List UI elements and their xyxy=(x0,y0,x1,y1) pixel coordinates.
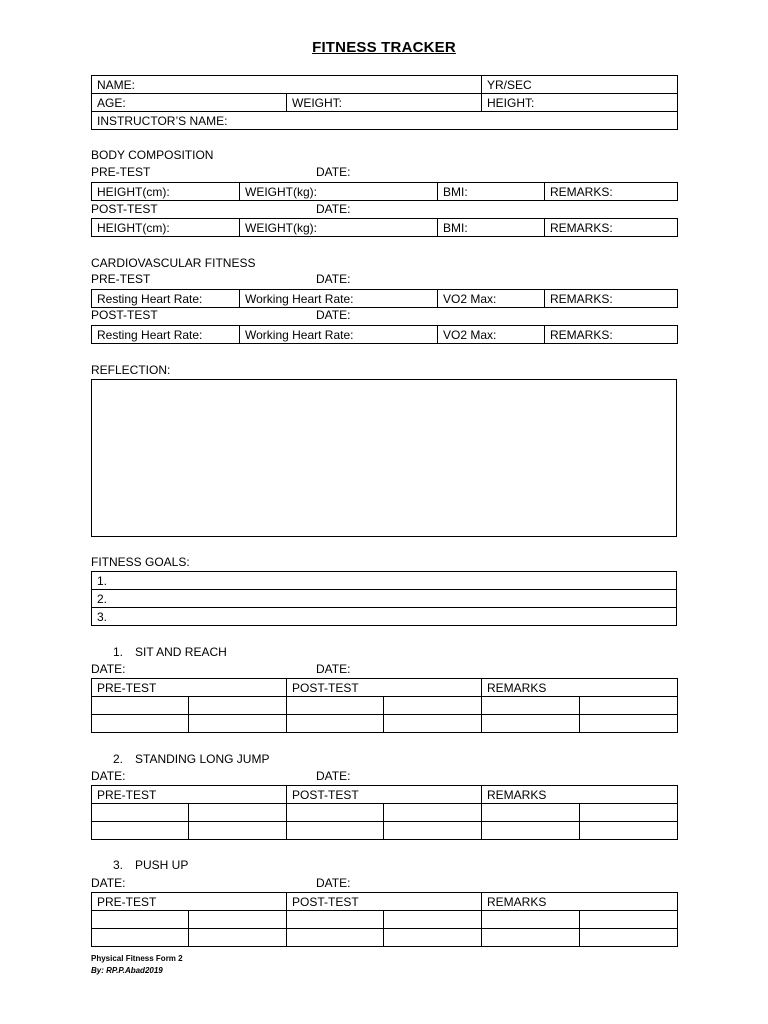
test-2-table xyxy=(91,785,678,840)
footer-form-name: Physical Fitness Form 2 xyxy=(91,954,183,963)
posttest-resting-hr-cell[interactable]: Resting Heart Rate: xyxy=(92,326,240,344)
cardio-posttest-table xyxy=(91,325,678,344)
posttest-vo2-cell[interactable]: VO2 Max: xyxy=(438,326,545,344)
test-3-number: 3. xyxy=(113,858,124,872)
table-cell[interactable] xyxy=(482,697,580,715)
pretest-weight-cell[interactable]: WEIGHT(kg): xyxy=(240,183,438,201)
test-2-post-date-label: DATE: xyxy=(316,769,351,783)
pretest-working-hr-cell[interactable]: Working Heart Rate: xyxy=(240,290,438,308)
cardio-posttest-label: POST-TEST xyxy=(91,308,158,322)
table-cell[interactable] xyxy=(287,715,384,733)
posttest-remarks-cell[interactable]: REMARKS: xyxy=(545,219,678,237)
cardio-posttest-date: DATE: xyxy=(316,308,351,322)
table-cell[interactable] xyxy=(580,804,678,822)
table-cell[interactable] xyxy=(580,715,678,733)
body-comp-posttest-table xyxy=(91,218,678,237)
student-info-table xyxy=(91,75,678,130)
table-cell[interactable] xyxy=(580,929,678,947)
table-cell[interactable] xyxy=(580,911,678,929)
footer-author: By: RP.P.Abad2019 xyxy=(91,966,163,975)
body-comp-posttest-date: DATE: xyxy=(316,202,351,216)
pretest-remarks-cell[interactable]: REMARKS: xyxy=(545,183,678,201)
table-cell[interactable] xyxy=(189,715,287,733)
table-cell[interactable] xyxy=(92,804,189,822)
name-field[interactable]: NAME: xyxy=(92,76,482,94)
test-2-pretest-header: PRE-TEST xyxy=(92,786,287,804)
test-2-name: STANDING LONG JUMP xyxy=(135,752,270,766)
table-cell[interactable] xyxy=(189,822,287,840)
table-cell[interactable] xyxy=(287,697,384,715)
pretest-height-cell[interactable]: HEIGHT(cm): xyxy=(92,183,240,201)
test-2-posttest-header: POST-TEST xyxy=(287,786,482,804)
pretest-bmi-cell[interactable]: BMI: xyxy=(438,183,545,201)
body-comp-pretest-label: PRE-TEST xyxy=(91,165,151,179)
reflection-heading: REFLECTION: xyxy=(91,363,171,377)
fitness-goals-heading: FITNESS GOALS: xyxy=(91,555,190,569)
posttest-height-cell[interactable]: HEIGHT(cm): xyxy=(92,219,240,237)
cardio-heading: CARDIOVASCULAR FITNESS xyxy=(91,256,256,270)
body-comp-posttest-label: POST-TEST xyxy=(91,202,158,216)
test-1-posttest-header: POST-TEST xyxy=(287,679,482,697)
test-3-heading xyxy=(113,858,188,872)
table-cell[interactable] xyxy=(92,911,189,929)
test-2-date-label: DATE: xyxy=(91,769,126,783)
body-comp-pretest-table xyxy=(91,182,678,201)
table-cell[interactable] xyxy=(482,715,580,733)
test-1-post-date-label: DATE: xyxy=(316,662,351,676)
cardio-pretest-label: PRE-TEST xyxy=(91,272,151,286)
fitness-goals-table xyxy=(91,571,677,626)
test-3-table xyxy=(91,892,678,947)
table-cell[interactable] xyxy=(189,911,287,929)
table-cell[interactable] xyxy=(189,697,287,715)
form-title: FITNESS TRACKER xyxy=(312,39,456,56)
test-3-date-label: DATE: xyxy=(91,876,126,890)
table-cell[interactable] xyxy=(92,929,189,947)
table-cell[interactable] xyxy=(384,804,482,822)
test-3-post-date-label: DATE: xyxy=(316,876,351,890)
table-cell[interactable] xyxy=(482,822,580,840)
test-3-name: PUSH UP xyxy=(135,858,189,872)
table-cell[interactable] xyxy=(482,929,580,947)
posttest-weight-cell[interactable]: WEIGHT(kg): xyxy=(240,219,438,237)
pretest-vo2-cell[interactable]: VO2 Max: xyxy=(438,290,545,308)
yrsec-field[interactable]: YR/SEC xyxy=(482,76,678,94)
body-comp-pretest-date: DATE: xyxy=(316,165,351,179)
table-cell[interactable] xyxy=(384,929,482,947)
table-cell[interactable] xyxy=(287,929,384,947)
height-field[interactable]: HEIGHT: xyxy=(482,94,678,112)
table-cell[interactable] xyxy=(287,911,384,929)
instructor-name-field[interactable]: INSTRUCTOR’S NAME: xyxy=(92,112,678,130)
test-1-name: SIT AND REACH xyxy=(135,645,227,659)
goal-row-1[interactable]: 1. xyxy=(92,572,677,590)
table-cell[interactable] xyxy=(287,822,384,840)
table-cell[interactable] xyxy=(384,715,482,733)
test-2-number: 2. xyxy=(113,752,124,766)
table-cell[interactable] xyxy=(92,822,189,840)
table-cell[interactable] xyxy=(384,822,482,840)
posttest-bmi-cell[interactable]: BMI: xyxy=(438,219,545,237)
reflection-box[interactable] xyxy=(91,379,677,537)
test-3-posttest-header: POST-TEST xyxy=(287,893,482,911)
table-cell[interactable] xyxy=(580,697,678,715)
test-2-remarks-header: REMARKS xyxy=(482,786,678,804)
pretest-resting-hr-cell[interactable]: Resting Heart Rate: xyxy=(92,290,240,308)
body-composition-heading: BODY COMPOSITION xyxy=(91,148,214,162)
test-3-pretest-header: PRE-TEST xyxy=(92,893,287,911)
cardio-pretest-table xyxy=(91,289,678,308)
test-1-number: 1. xyxy=(113,645,124,659)
test-1-remarks-header: REMARKS xyxy=(482,679,678,697)
test-1-date-label: DATE: xyxy=(91,662,126,676)
weight-field[interactable]: WEIGHT: xyxy=(287,94,482,112)
posttest-cardio-remarks-cell[interactable]: REMARKS: xyxy=(545,326,678,344)
table-cell[interactable] xyxy=(482,804,580,822)
table-cell[interactable] xyxy=(384,911,482,929)
test-1-heading xyxy=(113,645,227,659)
table-cell[interactable] xyxy=(580,822,678,840)
posttest-working-hr-cell[interactable]: Working Heart Rate: xyxy=(240,326,438,344)
table-cell[interactable] xyxy=(287,804,384,822)
table-cell[interactable] xyxy=(384,697,482,715)
test-1-pretest-header: PRE-TEST xyxy=(92,679,287,697)
age-field[interactable]: AGE: xyxy=(92,94,287,112)
goal-row-3[interactable]: 3. xyxy=(92,608,677,626)
table-cell[interactable] xyxy=(92,697,189,715)
table-cell[interactable] xyxy=(92,715,189,733)
table-cell[interactable] xyxy=(482,911,580,929)
test-1-table xyxy=(91,678,678,733)
test-2-heading xyxy=(113,752,269,766)
pretest-cardio-remarks-cell[interactable]: REMARKS: xyxy=(545,290,678,308)
table-cell[interactable] xyxy=(189,929,287,947)
cardio-pretest-date: DATE: xyxy=(316,272,351,286)
test-3-remarks-header: REMARKS xyxy=(482,893,678,911)
table-cell[interactable] xyxy=(189,804,287,822)
goal-row-2[interactable]: 2. xyxy=(92,590,677,608)
